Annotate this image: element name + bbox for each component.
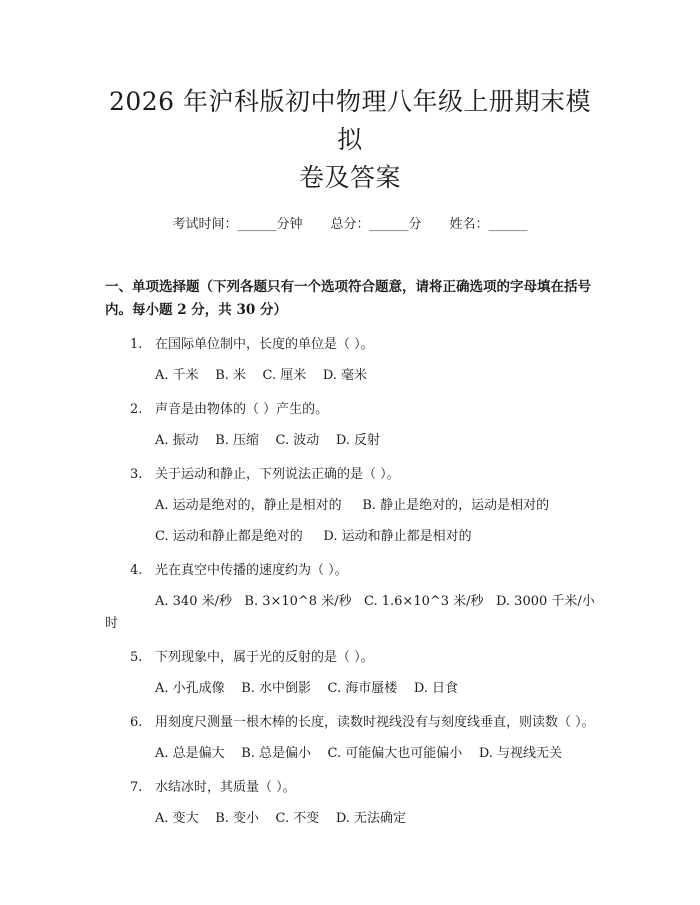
question-number: 7. [130,780,143,795]
question-1-options [105,365,595,387]
question-number: 5. [130,650,143,665]
option-b: B. 总是偏小 [241,746,312,761]
option-d: D. 毫米 [322,368,368,383]
question-2 [105,399,595,421]
option-c: C. 可能偏大也可能偏小 [327,746,463,761]
option-c: C. 1.6×10^3 米/秒 [364,594,484,609]
question-4-options [105,591,595,635]
option-c: C. 海市蜃楼 [327,681,398,696]
option-d: D. 3000 千米/小时 [105,594,595,631]
question-number: 6. [130,715,143,730]
exam-time: 考试时间：______分钟 [172,217,303,232]
option-d: D. 无法确定 [335,811,407,826]
question-text: 关于运动和静止，下列说法正确的是（ ）。 [155,467,400,482]
option-a: A. 小孔成像 [155,681,225,696]
question-4 [105,560,595,582]
question-6 [105,712,595,734]
question-7-options [105,808,595,830]
exam-meta [105,215,595,235]
question-number: 1. [130,337,143,352]
title-line-2: 卷及答案 [298,163,401,192]
question-text: 用刻度尺测量一根木棒的长度，读数时视线没有与刻度线垂直，则读数（ ）。 [155,715,595,730]
section-heading: 一、单项选择题（下列各题只有一个选项符合题意，请将正确选项的字母填在括号内。每小题 2 分，共 30 分） [105,279,591,318]
total-score: 总分：______分 [330,217,422,232]
question-text: 声音是由物体的（ ）产生的。 [155,402,329,417]
option-c: C. 运动和静止都是绝对的 [155,529,303,544]
question-text: 水结冰时，其质量（ ）。 [155,780,296,795]
question-3 [105,464,595,486]
question-number: 3. [130,467,143,482]
question-5 [105,647,595,669]
question-text: 光在真空中传播的速度约为（ ）。 [155,563,348,578]
question-text: 下列现象中，属于光的反射的是（ ）。 [155,650,374,665]
option-b: B. 3×10^8 米/秒 [244,594,352,609]
option-b: B. 变小 [215,811,260,826]
option-b: B. 米 [215,368,247,383]
student-name: 姓名：______ [449,217,528,232]
option-d: D. 与视线无关 [478,746,563,761]
question-number: 2. [130,402,143,417]
question-2-options [105,430,595,452]
option-a: A. 总是偏大 [155,746,225,761]
option-a: A. 运动是绝对的，静止是相对的 [155,498,342,513]
question-7 [105,777,595,799]
option-c: C. 不变 [275,811,320,826]
option-b: B. 静止是绝对的，运动是相对的 [362,498,550,513]
option-c: C. 波动 [275,433,320,448]
title-line-1: 2026 年沪科版初中物理八年级上册期末模拟 [108,87,592,154]
question-number: 4. [130,563,143,578]
option-d: D. 反射 [335,433,381,448]
question-6-options [105,743,595,765]
option-a: A. 变大 [155,811,199,826]
option-b: B. 压缩 [215,433,260,448]
option-d: D. 日食 [413,681,459,696]
option-a: A. 千米 [155,368,199,383]
question-text: 在国际单位制中，长度的单位是（ ）。 [155,337,374,352]
option-a: A. 340 米/秒 [155,594,232,609]
question-1 [105,334,595,356]
option-a: A. 振动 [155,433,199,448]
option-d: D. 运动和静止都是相对的 [323,529,472,544]
document-title [105,0,595,197]
option-b: B. 水中倒影 [241,681,312,696]
question-5-options [105,678,595,700]
question-3-options-row-2 [105,526,595,548]
option-c: C. 厘米 [262,368,307,383]
question-3-options-row-1 [105,495,595,517]
